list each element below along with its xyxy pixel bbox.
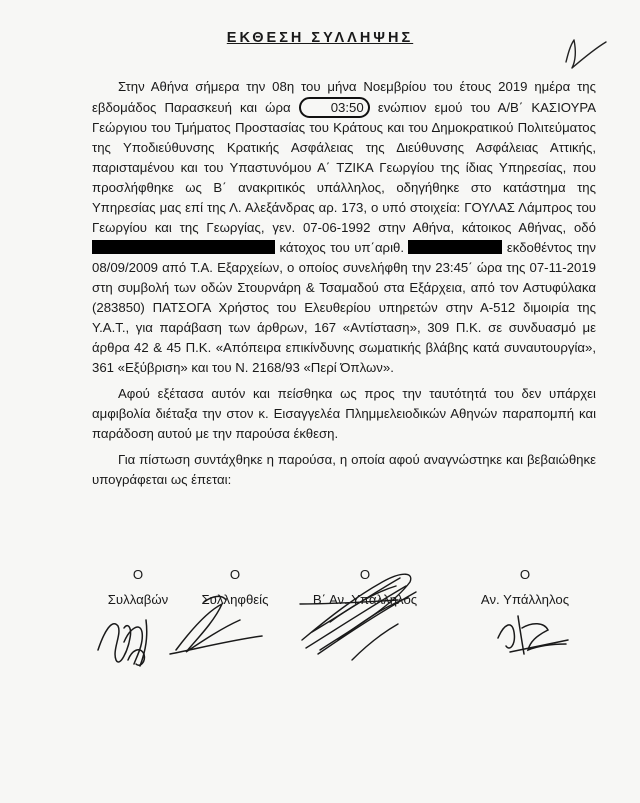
signature-block-arrestee — [175, 567, 295, 607]
paragraph1-part1: Στην Αθήνα σήμερα την 08η του μήνα Νοεμβρίου του έτους 2019 ημέρα της εβδομάδος Παρασκευή και ώρα — [92, 79, 596, 115]
redacted-id-number — [408, 240, 502, 254]
document-title: ΕΚΘΕΣΗ ΣΥΛΛΗΨΗΣ — [226, 30, 414, 46]
signature-scribble-arrester — [98, 620, 147, 666]
signature-scribble-officer — [498, 616, 568, 654]
paragraph-referral: Αφού εξέτασα αυτόν και πείσθηκα ως προς την ταυτότητά του δεν υπάρχει αμφιβολία διέταξα την στον κ. Εισαγγελέα Πλημμελειοδικών Αθηνών παραπομπή και παράδοση αυτού με την παρούσα έκθεση. — [92, 386, 596, 441]
circled-time: 03:50 — [299, 97, 370, 118]
document-body — [92, 77, 596, 496]
signature-label: Συλληφθείς — [201, 592, 269, 607]
signature-label: Συλλαβών — [107, 592, 169, 607]
signature-label: Β΄ Αν. Υπάλληλος — [312, 592, 418, 607]
paragraph1-part4: εκδοθέντος την 08/09/2009 από Τ.Α. Εξαρχείων, ο οποίος συνελήφθη την 23:45΄ ώρα της 07-11-2019 στη συμβολή των οδών Στουρνάρη & Τσαμαδού στα Εξάρχεια, από τον Αστυφύλακα (283850) ΠΑΤΣΟΓΑ Χρήστος του Ελευθερίου υπηρετών στην Α-512 διμοιρία της Υ.Α.Τ., για παράβαση των άρθρων, 167 «Αντίσταση», 309 Π.Κ. σε συνδυασμό με άρθρα 42 & 45 Π.Κ. «Απόπειρα επικίνδυνης σωματικής βλάβης κατά συναυτουργία», 361 «Εξύβριση» και του Ν. 2168/93 «Περί Όπλων». — [92, 240, 596, 375]
redacted-address — [92, 240, 275, 254]
paragraph-attestation: Για πίστωση συντάχθηκε η παρούσα, η οποία αφού αναγνώστηκε και βεβαιώθηκε υπογράφεται ως έπεται: — [92, 452, 596, 487]
signature-block-officer — [460, 567, 590, 607]
signature-o: Ο — [229, 567, 241, 582]
signature-block-second-officer — [295, 567, 435, 607]
signature-o: Ο — [359, 567, 371, 582]
signature-o: Ο — [519, 567, 531, 582]
paragraph-arrest-details — [92, 77, 596, 378]
signature-label: Αν. Υπάλληλος — [480, 592, 570, 607]
paragraph1-part3: κάτοχος του υπ΄αριθ. — [275, 240, 409, 255]
paragraph1-part2: ενώπιον εμού του Α/Β΄ ΚΑΣΙΟΥΡΑ Γεώργιου του Τμήματος Προστασίας του Κράτους και του Δημοκρατικού Πολιτεύματος της Υποδιεύθυνσης Κρατικής Ασφάλειας της Διεύθυνσης Ασφάλειας Αττικής, παρισταμένου και του Υπαστυνόμου Α΄ ΤΖΙΚΑ Γεωργίου της ίδιας Υπηρεσίας, που προσλήφθηκε ως Β΄ ανακριτικός υπάλληλος, οδηγήθηκε στο κατάστημα της Υπηρεσίας μας επί της Λ. Αλεξάνδρας αρ. 173, ο υπό στοιχεία: ΓΟΥΛΑΣ Λάμπρος του Γεωργίου και της Γεωργίας, γεν. 07-06-1992 στην Αθήνα, κάτοικος Αθήνας, οδό — [92, 100, 596, 235]
signature-o: Ο — [132, 567, 144, 582]
